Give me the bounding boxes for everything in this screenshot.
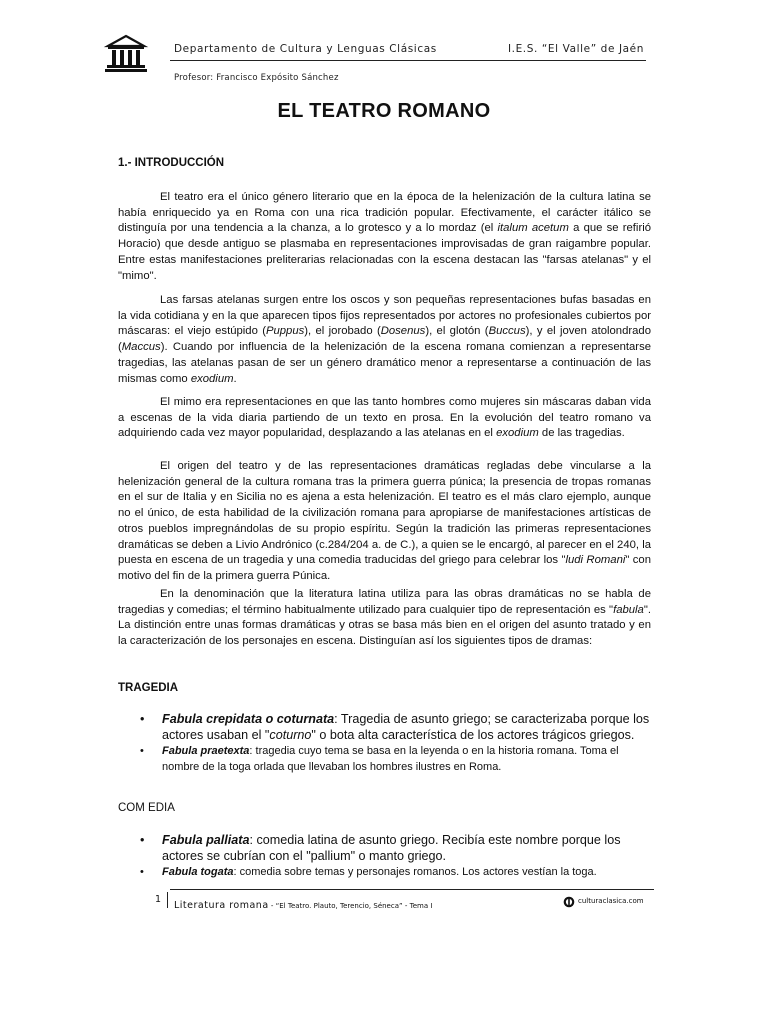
- header-teacher: Profesor: Francisco Expósito Sánchez: [174, 73, 339, 83]
- footer-rule: [170, 889, 654, 890]
- tragedia-list: [118, 712, 658, 775]
- footer-course: Literatura romana: [174, 900, 269, 911]
- header-school: I.E.S. “El Valle” de Jaén: [507, 43, 644, 55]
- page-title: EL TEATRO ROMANO: [277, 100, 491, 122]
- footer-subtitle: - “El Teatro. Plauto, Terencio, Séneca” - Tema I: [268, 902, 433, 910]
- paragraph-5: En la denominación que la literatura latina utiliza para las obras dramáticas no se habla de tragedias y comedias; el término habitualmente utilizado para cualquier tipo de representación es "fabula". La distinción entre unas formas dramáticas y otras se basa más bien en el origen del asunto tratado y en la caracterización de los personajes en escena. Distinguían así los siguientes tipos de dramas:: [118, 588, 651, 648]
- section-heading-comedia: COM EDIA: [118, 802, 175, 814]
- header-department: Departamento de Cultura y Lenguas Clásicas: [174, 43, 437, 55]
- list-item: [118, 744, 658, 775]
- temple-logo-icon: [103, 32, 149, 74]
- section-heading-tragedia: TRAGEDIA: [118, 682, 179, 694]
- paragraph-1: El teatro era el único género literario que en la época de la helenización de la cultura latina se había enriquecido ya en Roma con una rica tradición popular. Efectivamente, el carácter itálico se distinguía por una tendencia a la chanza, a lo grotesco y a lo mordaz (el italum acetum a que se refirió Horacio) que desde antiguo se plasmaba en representaciones improvisadas de gran raigambre popular. Entre estas manifestaciones preliterarias relacionadas con la escena destacan las "farsas atelanas" y el "mimo".: [118, 191, 651, 282]
- footer-logo-text: culturaclasica.com: [578, 897, 644, 905]
- page-number: 1: [155, 894, 162, 905]
- bullet-icon: •: [140, 866, 144, 879]
- footer-course-line: [174, 895, 432, 913]
- paragraph-2: Las farsas atelanas surgen entre los oscos y son pequeñas representaciones bufas basadas en la vida cotidiana y en la que aparecen tipos fijos representados por actores no profesionales cubiertos por máscaras: el viejo estúpido (Puppus), el jorobado (Dosenus), el glotón (Buccus), y el joven atolondrado (Maccus). Cuando por influencia de la helenización de la escena romana comienzan a representarse tragedias, las atelanas pasan de ser un género dramático menor a representarse a continuación de las mismas como exodium.: [118, 294, 651, 385]
- list-item-text: Fabula togata: comedia sobre temas y personajes romanos. Los actores vestían la toga.: [162, 866, 597, 879]
- list-item-text: Fabula crepidata o coturnata: Tragedia de asunto griego; se caracterizaba porque los actores usaban el "coturno" o bota alta característica de los actores trágicos griegos.: [162, 712, 650, 742]
- bullet-icon: •: [140, 833, 145, 847]
- comedia-list: [118, 833, 658, 881]
- bullet-icon: •: [140, 712, 145, 726]
- bullet-icon: •: [140, 745, 144, 758]
- paragraph-3: El mimo era representaciones en que las tanto hombres como mujeres sin máscaras daban vida a escenas de la vida diaria partiendo de un texto en prosa. En la evolución del teatro romano va adquiriendo cada vez mayor popularidad, desplazando a las atelanas en el exodium de las tragedias.: [118, 396, 651, 440]
- section-heading-introduccion: 1.- INTRODUCCIÓN: [118, 157, 225, 169]
- header-rule: [170, 60, 646, 61]
- paragraph-4: El origen del teatro y de las representaciones dramáticas regladas debe vincularse a la helenización general de la cultura romana tras la primera guerra púnica; la presencia de tropas romanas en el sur de Italia y en Sicilia no es ajena a esta helenización. El teatro es el más claro ejemplo, aunque no el único, de esta habilidad de la civilización romana para apropiarse de manifestaciones artísticas de otros pueblos impregnándolas de su propio espíritu. Según la tradición las primeras representaciones dramáticas se deben a Livio Andrónico (c.284/204 a. de C.), a quien se le encargó, al parecer en el 240, la puesta en escena de un tragedia y una comedia traducidas del griego para celebrar los "ludi Romani" con motivo del fin de la primera guerra Púnica.: [118, 460, 651, 582]
- list-item-text: Fabula praetexta: tragedia cuyo tema se basa en la leyenda o en la historia romana. Toma el nombre de la toga orlada que llevaban los hombres ilustres en Roma.: [162, 745, 619, 773]
- list-item: [118, 865, 658, 881]
- cc-logo-icon: [563, 895, 575, 907]
- footer-logo: [563, 894, 644, 908]
- list-item: [118, 833, 658, 864]
- list-item: [118, 712, 658, 743]
- footer-divider: [167, 892, 168, 908]
- list-item-text: Fabula palliata: comedia latina de asunto griego. Recibía este nombre porque los actores se cubrían con el "pallium" o manto griego.: [162, 833, 621, 863]
